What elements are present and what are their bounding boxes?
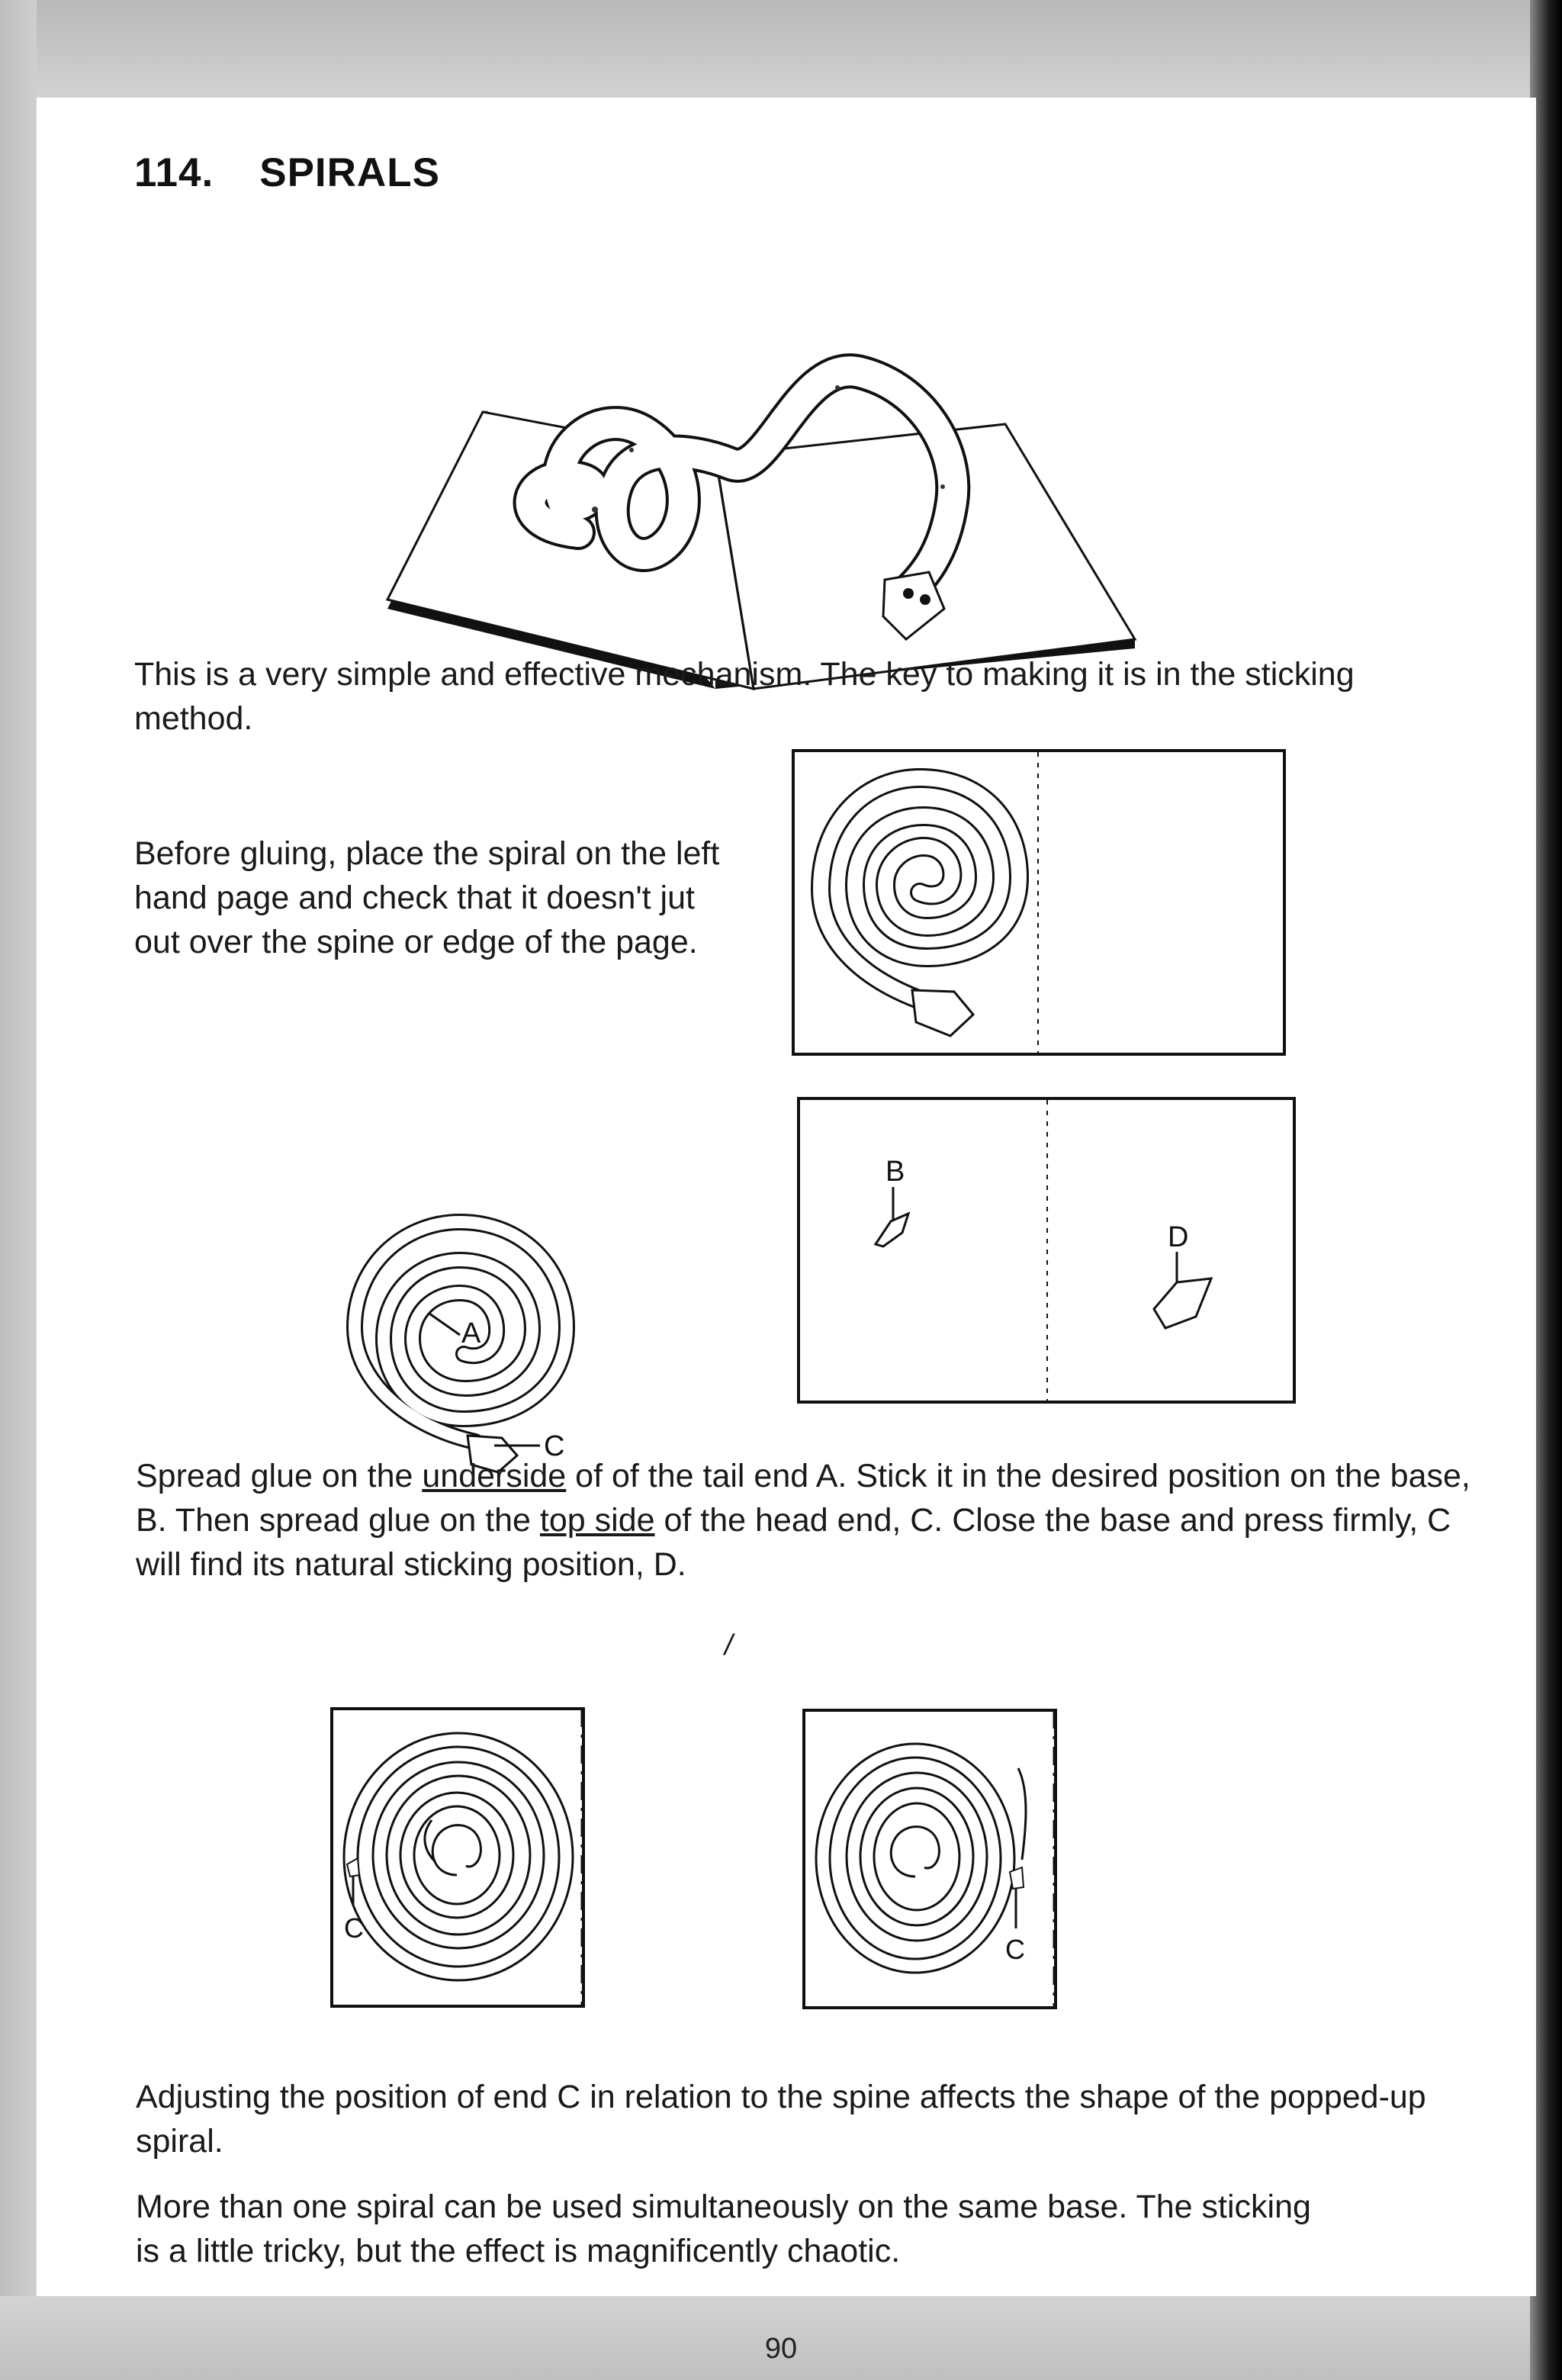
scan-shadow-top [0,0,1562,99]
book-page [37,98,1536,2296]
before-gluing-paragraph: Before gluing, place the spiral on the left hand page and check that it doesn't jut out over the spine or edge of the page. [134,835,720,960]
spiral-on-base-diagram [790,748,1294,1060]
label-d: D [1168,1221,1189,1253]
scan-shadow-left [0,0,37,2380]
label-b: B [885,1156,905,1188]
intro-paragraph: This is a very simple and effective mechanism. The key to making it is in the sticking method. [134,656,1355,737]
glue-instructions-paragraph [136,1454,1493,1587]
label-a: A [461,1317,481,1349]
label-c: C [544,1430,565,1462]
glue-text-1: Spread glue on the [136,1458,423,1494]
spiral-labels-diagram [346,1213,597,1488]
adjusting-paragraph: Adjusting the position of end C in relation to the spine affects the shape of the popped-up spiral. [136,2079,1426,2160]
underside-emphasis: underside [422,1458,567,1494]
page-number: 90 [764,2333,798,2365]
more-than-one-paragraph: More than one spiral can be used simultaneously on the same base. The sticking is a little tricky, but the effect is magnificently chaotic. [136,2189,1311,2269]
label-c-left-variant: C [344,1912,364,1944]
stray-pen-mark: / [725,1629,733,1661]
glue-text-2: of of the tail end A. Stick it in the desired position on the base, B. Then spread glue on the [136,1458,1470,1539]
spiral-variant-left-diagram [329,1706,611,2011]
top-side-emphasis: top side [539,1502,655,1539]
section-number: 114. [134,150,214,195]
section-heading [134,150,440,196]
glue-text-3: of the head end, C. Close the base and press firmly, C will find its natural sticking position, D. [136,1502,1451,1583]
section-title: SPIRALS [259,150,440,195]
base-positions-diagram [795,1095,1303,1408]
spiral-variant-right-diagram [801,1707,1083,2012]
label-c-right-variant: C [1005,1934,1025,1965]
